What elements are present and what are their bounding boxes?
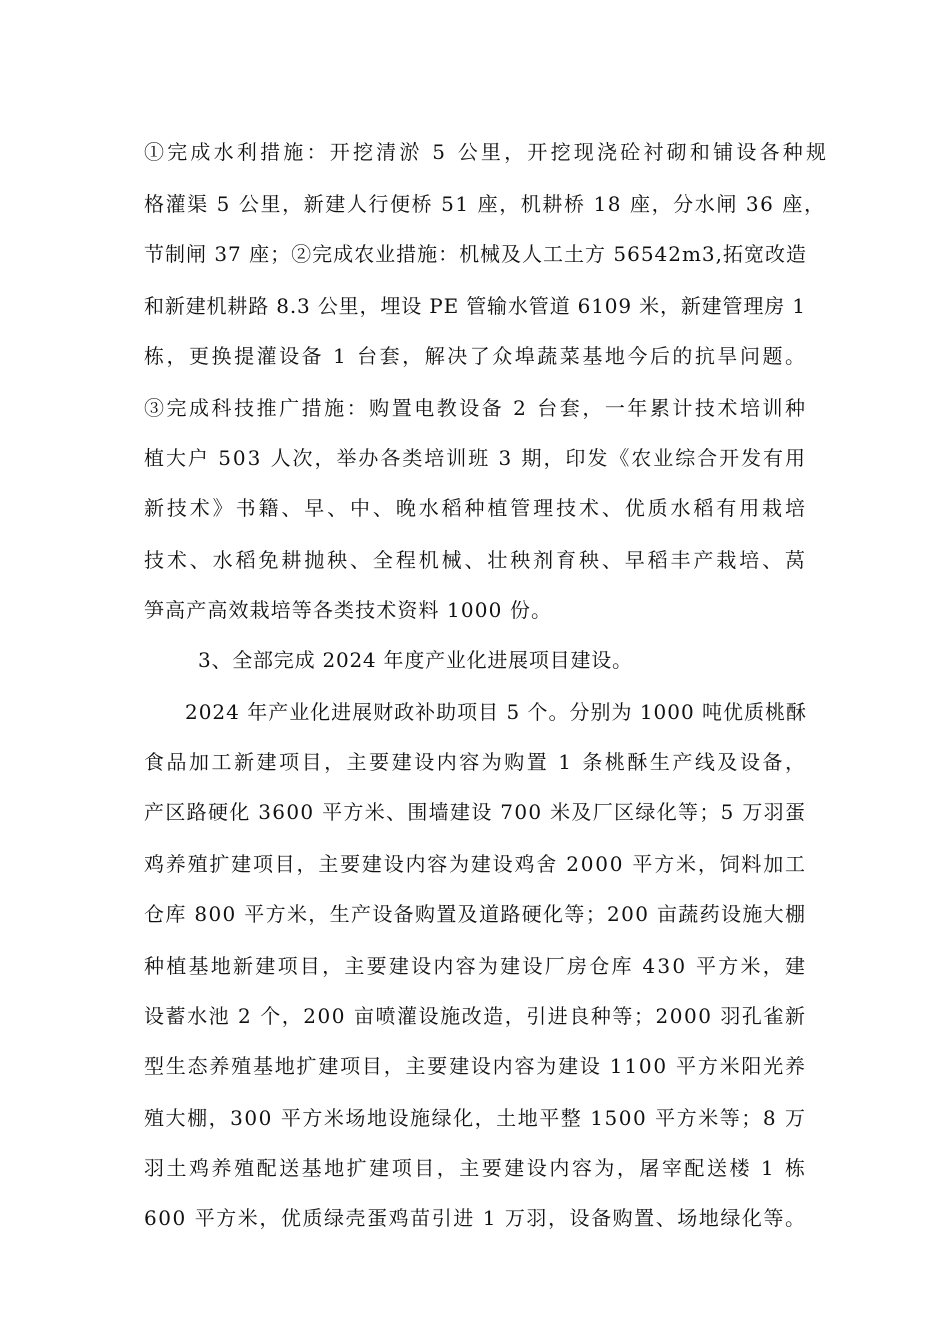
text-line: 植大户 503 人次，举办各类培训班 3 期，印发《农业综合开发有用 xyxy=(144,446,807,470)
text-line: 2024 年产业化进展财政补助项目 5 个。分别为 1000 吨优质桃酥 xyxy=(185,700,807,724)
text-line: ③完成科技推广措施：购置电教设备 2 台套，一年累计技术培训种 xyxy=(144,396,808,420)
text-line: 栋，更换提灌设备 1 台套，解决了众埠蔬菜基地今后的抗旱问题。 xyxy=(144,344,808,368)
text-line: 格灌渠 5 公里，新建人行便桥 51 座，机耕桥 18 座，分水闸 36 座， xyxy=(144,192,826,216)
text-line: 仓库 800 平方米，生产设备购置及道路硬化等；200 亩蔬药设施大棚 xyxy=(144,902,807,926)
text-line: 型生态养殖基地扩建项目，主要建设内容为建设 1100 平方米阳光养 xyxy=(144,1054,807,1078)
text-line: 笋高产高效栽培等各类技术资料 1000 份。 xyxy=(144,598,553,622)
text-line: 节制闸 37 座；②完成农业措施：机械及人工土方 56542m3,拓宽改造 xyxy=(144,242,807,266)
text-line: 产区路硬化 3600 平方米、围墙建设 700 米及厂区绿化等；5 万羽蛋 xyxy=(144,800,807,824)
text-line: 羽土鸡养殖配送基地扩建项目，主要建设内容为，屠宰配送楼 1 栋 xyxy=(144,1156,808,1180)
text-line: ①完成水利措施：开挖清淤 5 公里，开挖现浇砼衬砌和铺设各种规 xyxy=(144,140,830,164)
section-heading: 3、全部完成 2024 年度产业化进展项目建设。 xyxy=(198,648,633,672)
text-line: 种植基地新建项目，主要建设内容为建设厂房仓库 430 平方米，建 xyxy=(144,954,808,978)
text-line: 技术、水稻免耕抛秧、全程机械、壮秧剂育秧、早稻丰产栽培、莴 xyxy=(144,548,808,572)
text-line: 设蓄水池 2 个，200 亩喷灌设施改造，引进良种等；2000 羽孔雀新 xyxy=(144,1004,807,1028)
text-line: 600 平方米，优质绿壳蛋鸡苗引进 1 万羽，设备购置、场地绿化等。 xyxy=(144,1206,807,1230)
text-line: 殖大棚，300 平方米场地设施绿化，土地平整 1500 平方米等；8 万 xyxy=(144,1106,807,1130)
text-line: 鸡养殖扩建项目，主要建设内容为建设鸡舍 2000 平方米，饲料加工 xyxy=(144,852,807,876)
text-line: 和新建机耕路 8.3 公里，埋设 PE 管输水管道 6109 米，新建管理房 1 xyxy=(144,294,806,318)
text-line: 新技术》书籍、早、中、晚水稻种植管理技术、优质水稻有用栽培 xyxy=(144,496,808,520)
text-line: 食品加工新建项目，主要建设内容为购置 1 条桃酥生产线及设备， xyxy=(144,750,808,774)
